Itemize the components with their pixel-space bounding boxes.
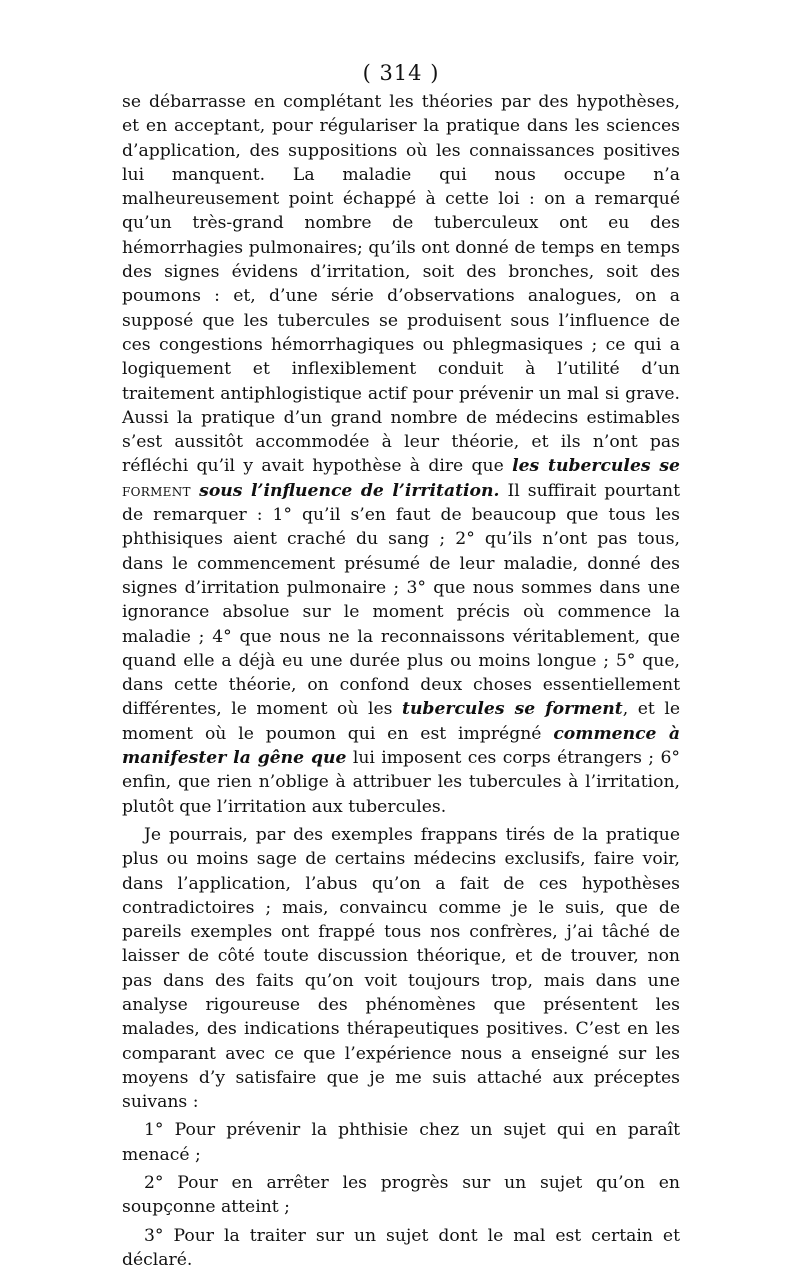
italic-phrase-commence: commence à manifester la gêne que [122,723,680,769]
paragraph-2: Je pourrais, par des exemples frappans tirés de la pratique plus ou moins sage de certains médecins exclusifs, faire voir, dans l’application, l’abus qu’on a fait de ces hypothèses contradictoires ; mais, convaincu comme je le suis, que de pareils exemples ont frappé tous nos confrères, j’ai tâché de laisser de côté toute discussion théorique, et de trouver, non pas dans des faits qu’on voit toujours trop, mais dans une analyse rigoureuse des phénomènes que présentent les malades, des indications thérapeutiques positives. C’est en les comparant avec ce que l’expérience nous a enseigné sur les moyens d’y satisfaire que je me suis attaché aux préceptes suivans : [122,824,680,1113]
paragraph-1-text-g: , et le moment où le poumon qui en est imprégné [122,699,680,744]
paragraph-1-text-e: Il suffirait pourtant de remarquer : 1° qu’il s’en faut de beaucoup que tous les phthisiques aient craché du sang ; 2° qu’ils n’ont pas tous, dans le commencement présumé de leur maladie, donné des signes d’irritation pulmonaire ; 3° que nous sommes dans une ignorance absolue sur le moment précis où commence la maladie ; 4° que nous ne la reconnaissons véritablement, que quand elle a déjà eu une durée plus ou moins longue ; 5° que, dans cette théorie, on confond deux choses essentiellement différentes, le moment où les [122,480,680,720]
paragraph-1-text-i: lui imposent ces corps étrangers ; 6° enfin, que rien n’oblige à attribuer les tubercules à l’irritation, plutôt que l’irritation aux tubercules. [122,748,680,817]
list-item-1: 1° Pour prévenir la phthisie chez un sujet qui en paraît menacé ; [122,1120,680,1165]
book-page [122,58,680,1272]
italic-phrase-tubercules-se-forment: tubercules se forment [402,699,623,720]
smallcaps-forment: forment [122,480,200,501]
italic-phrase-irritation: sous l’influence de l’irritation. [199,480,500,501]
list-item-2: 2° Pour en arrêter les progrès sur un sujet qu’on en soupçonne atteint ; [122,1173,680,1218]
paragraph-1-text-a: se débarrasse en complétant les théories par des hypothèses, et en acceptant, pour régulariser la pratique dans les sciences d’application, des suppositions où les connaissances positives lui manquent. La maladie qui nous occupe n’a malheureusement point échappé à cette loi : on a remarqué qu’un très-grand nombre de tuberculeux ont eu des hémorrhagies pulmonaires; qu’ils ont donné de temps en temps des signes évidens d’irritation, soit des bronches, soit des poumons : et, d’une série d’observations analogues, on a supposé que les tubercules se produisent sous l’influence de ces congestions hémorrhagiques ou phlegmasiques ; ce qui a logiquement et inflexiblement conduit à l’utilité d’un traitement antiphlogistique actif pour prévenir un mal si grave. Aussi la pratique d’un grand nombre de médecins estimables s’est aussitôt accommodée à leur théorie, et ils n’ont pas réfléchi qu’il y avait hypothèse à dire que [122,92,680,477]
italic-phrase-tubercules: les tubercules se [512,456,680,477]
page-number: ( 314 ) [362,61,440,85]
list-item-3: 3° Pour la traiter sur un sujet dont le mal est certain et déclaré. [122,1225,680,1270]
paragraph-1 [122,90,680,819]
